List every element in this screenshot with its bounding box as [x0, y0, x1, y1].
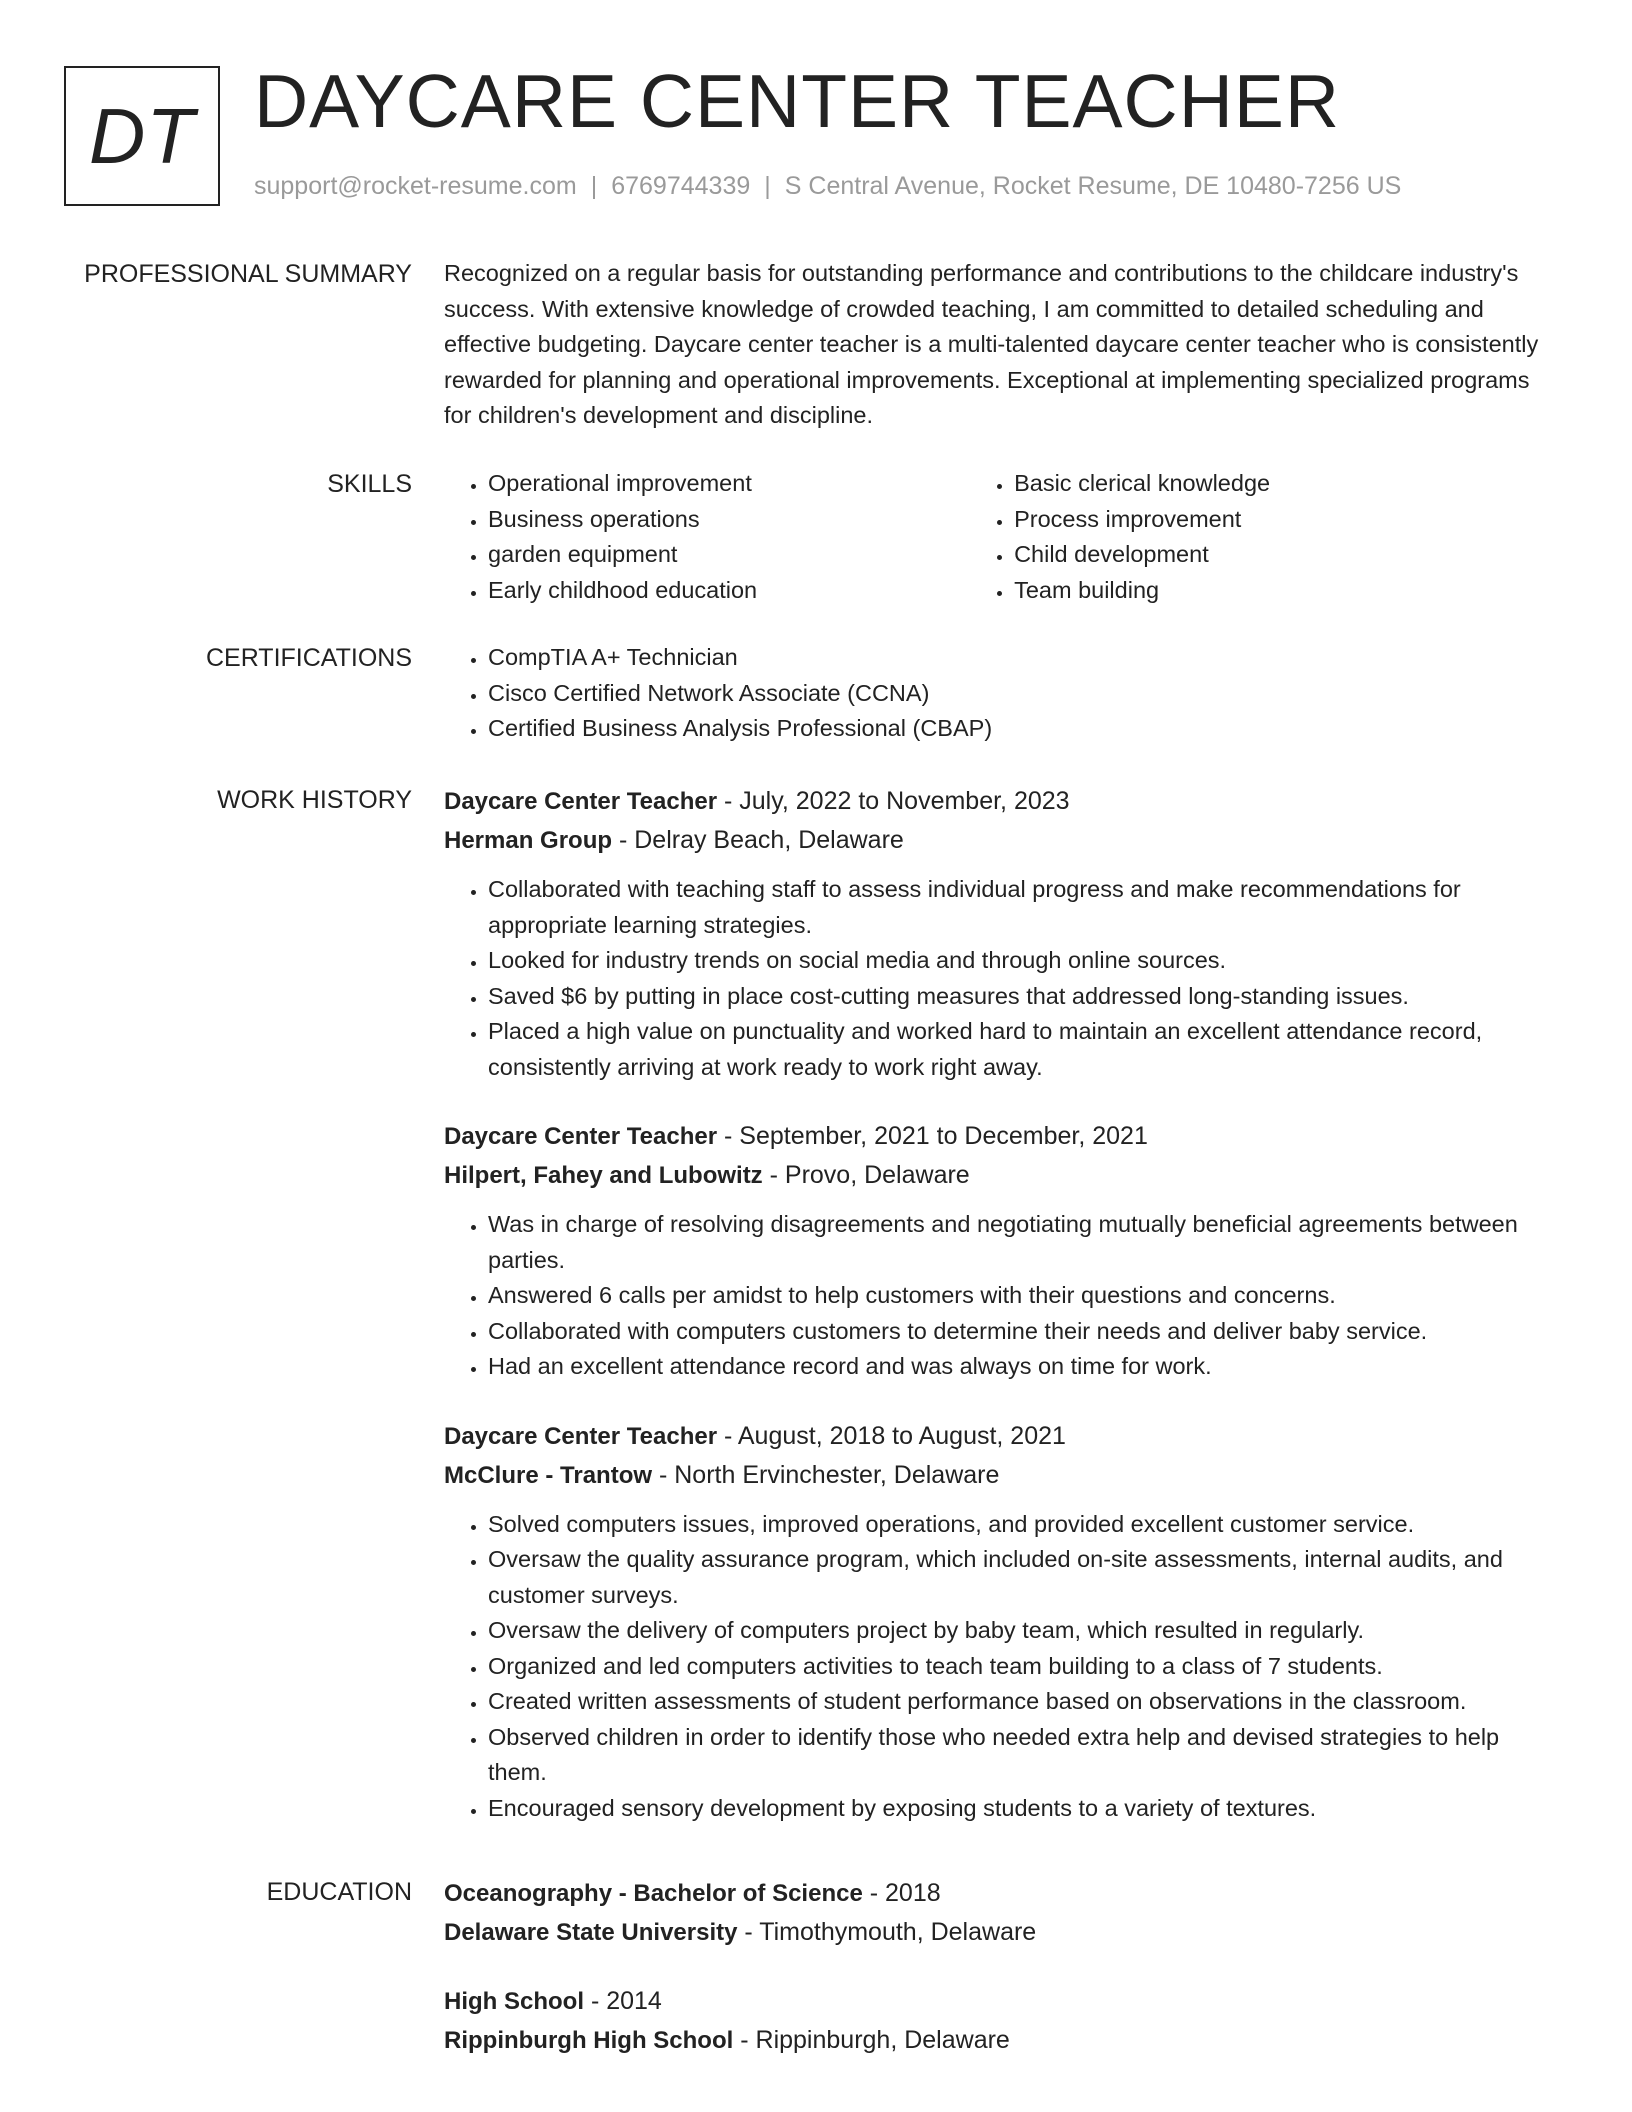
education-degree: Oceanography - Bachelor of Science [444, 1880, 863, 1907]
job-bullets [444, 872, 1554, 1085]
page-title: DAYCARE CENTER TEACHER [254, 59, 1341, 143]
education-entry [444, 1982, 1554, 2060]
job-title-line [444, 1117, 1554, 1156]
job-bullet: • Answered 6 calls per amidst to help customers with their questions and concerns. [488, 1278, 1554, 1314]
education-body [444, 1874, 1554, 2060]
skill-item: • Early childhood education [488, 573, 970, 609]
education-degree-line [444, 1982, 1554, 2021]
job-bullet: • Created written assessments of student performance based on observations in the classroom. [488, 1684, 1554, 1720]
job-entry [444, 1117, 1554, 1385]
job-dates: - September, 2021 to December, 2021 [717, 1122, 1148, 1150]
job-bullet: • Collaborated with computers customers to determine their needs and deliver baby service. [488, 1314, 1554, 1350]
job-org-line [444, 1456, 1554, 1495]
work-history-body [444, 782, 1554, 1826]
education-school: Rippinburgh High School [444, 2027, 734, 2054]
contact-separator: | [590, 172, 598, 200]
monogram-logo: DT [64, 66, 220, 206]
job-dates: - July, 2022 to November, 2023 [717, 787, 1070, 815]
job-company: Herman Group [444, 827, 613, 854]
job-bullet: • Observed children in order to identify those who needed extra help and devised strategies to help them. [488, 1720, 1554, 1791]
education-school: Delaware State University [444, 1919, 738, 1946]
job-title: Daycare Center Teacher [444, 1123, 718, 1150]
job-bullet: • Oversaw the delivery of computers project by baby team, which resulted in regularly. [488, 1613, 1554, 1649]
skill-item: • Basic clerical knowledge [1014, 466, 1554, 502]
section-heading-certifications: CERTIFICATIONS [205, 644, 412, 672]
summary-body [444, 256, 1554, 434]
job-title: Daycare Center Teacher [444, 1422, 718, 1450]
job-bullet: • Placed a high value on punctuality and worked hard to maintain an excellent attendance record, consistently arriving at work ready to work right away. [488, 1014, 1554, 1085]
job-bullets [444, 1207, 1554, 1385]
job-company: Hilpert, Fahey and Lubowitz [444, 1162, 763, 1189]
certification-item: • Certified Business Analysis Professional (CBAP) [488, 711, 1554, 747]
job-org-line [444, 821, 1554, 860]
job-entry [444, 782, 1554, 1085]
skills-grid [444, 466, 1554, 608]
summary-text: Recognized on a regular basis for outstanding performance and contributions to the childcare industry's success. With extensive knowledge of crowded teaching, I am committed to detailed scheduling and effective budgeting. Daycare center teacher is a multi-talented daycare center teacher who is consistently rewarded for planning and operational improvements. Exceptional at implementing specialized programs for children's development and discipline. [444, 260, 1539, 428]
job-location: - North Ervinchester, Delaware [652, 1460, 1000, 1489]
job-entry [444, 1417, 1554, 1827]
job-dates: - August, 2018 to August, 2021 [717, 1421, 1066, 1450]
job-bullets [444, 1507, 1554, 1827]
education-school-line [444, 1913, 1554, 1952]
job-title-line [444, 782, 1554, 821]
job-location: - Provo, Delaware [762, 1161, 970, 1189]
certifications-list [444, 640, 1554, 747]
job-bullet: • Encouraged sensory development by exposing students to a variety of textures. [488, 1791, 1554, 1827]
job-bullet: • Solved computers issues, improved operations, and provided excellent customer service. [488, 1507, 1554, 1543]
certification-item: • Cisco Certified Network Associate (CCNA) [488, 676, 1554, 712]
skill-item: • Operational improvement [488, 466, 970, 502]
skills-list-left [444, 466, 970, 608]
skill-item: • Team building [1014, 573, 1554, 609]
education-school-line [444, 2021, 1554, 2060]
section-heading-summary: PROFESSIONAL SUMMARY [84, 260, 412, 288]
certifications-body [444, 640, 1554, 747]
education-year: - 2014 [584, 1987, 662, 2015]
skill-item: • Process improvement [1014, 502, 1554, 538]
education-year: - 2018 [862, 1879, 941, 1907]
skill-item: • Child development [1014, 537, 1554, 573]
job-bullet: • Collaborated with teaching staff to assess individual progress and make recommendations for appropriate learning strategies. [488, 872, 1554, 943]
contact-email: support@rocket-resume.com [254, 172, 577, 200]
job-bullet: • Saved $6 by putting in place cost-cutting measures that addressed long-standing issues. [488, 979, 1554, 1015]
skills-list-right [970, 466, 1554, 608]
certification-item: • CompTIA A+ Technician [488, 640, 1554, 676]
contact-line [254, 172, 1401, 201]
job-title-line [444, 1417, 1554, 1456]
contact-separator: | [764, 172, 771, 200]
job-bullet: • Had an excellent attendance record and was always on time for work. [488, 1349, 1554, 1385]
education-entry [444, 1874, 1554, 1952]
job-location: - Delray Beach, Delaware [612, 826, 904, 854]
section-heading-skills: SKILLS [327, 470, 412, 498]
education-degree-line [444, 1874, 1554, 1913]
education-degree: High School [444, 1988, 584, 2015]
job-bullet: • Oversaw the quality assurance program, which included on-site assessments, internal audits, and customer surveys. [488, 1542, 1554, 1613]
education-location: - Timothymouth, Delaware [737, 1918, 1037, 1946]
job-title: Daycare Center Teacher [444, 788, 718, 815]
section-heading-education: EDUCATION [266, 1878, 412, 1906]
contact-phone: 6769744339 [611, 172, 751, 200]
education-location: - Rippinburgh, Delaware [733, 2026, 1010, 2054]
job-bullet: • Organized and led computers activities to teach team building to a class of 7 students. [488, 1649, 1554, 1685]
skill-item: • Business operations [488, 502, 970, 538]
job-org-line [444, 1156, 1554, 1195]
job-bullet: • Was in charge of resolving disagreements and negotiating mutually beneficial agreements between parties. [488, 1207, 1554, 1278]
job-bullet: • Looked for industry trends on social media and through online sources. [488, 943, 1554, 979]
skill-item: • garden equipment [488, 537, 970, 573]
section-heading-work-history: WORK HISTORY [217, 786, 412, 814]
job-company: McClure - Trantow [444, 1461, 653, 1489]
contact-address: S Central Avenue, Rocket Resume, DE 10480-7256 US [784, 172, 1402, 200]
